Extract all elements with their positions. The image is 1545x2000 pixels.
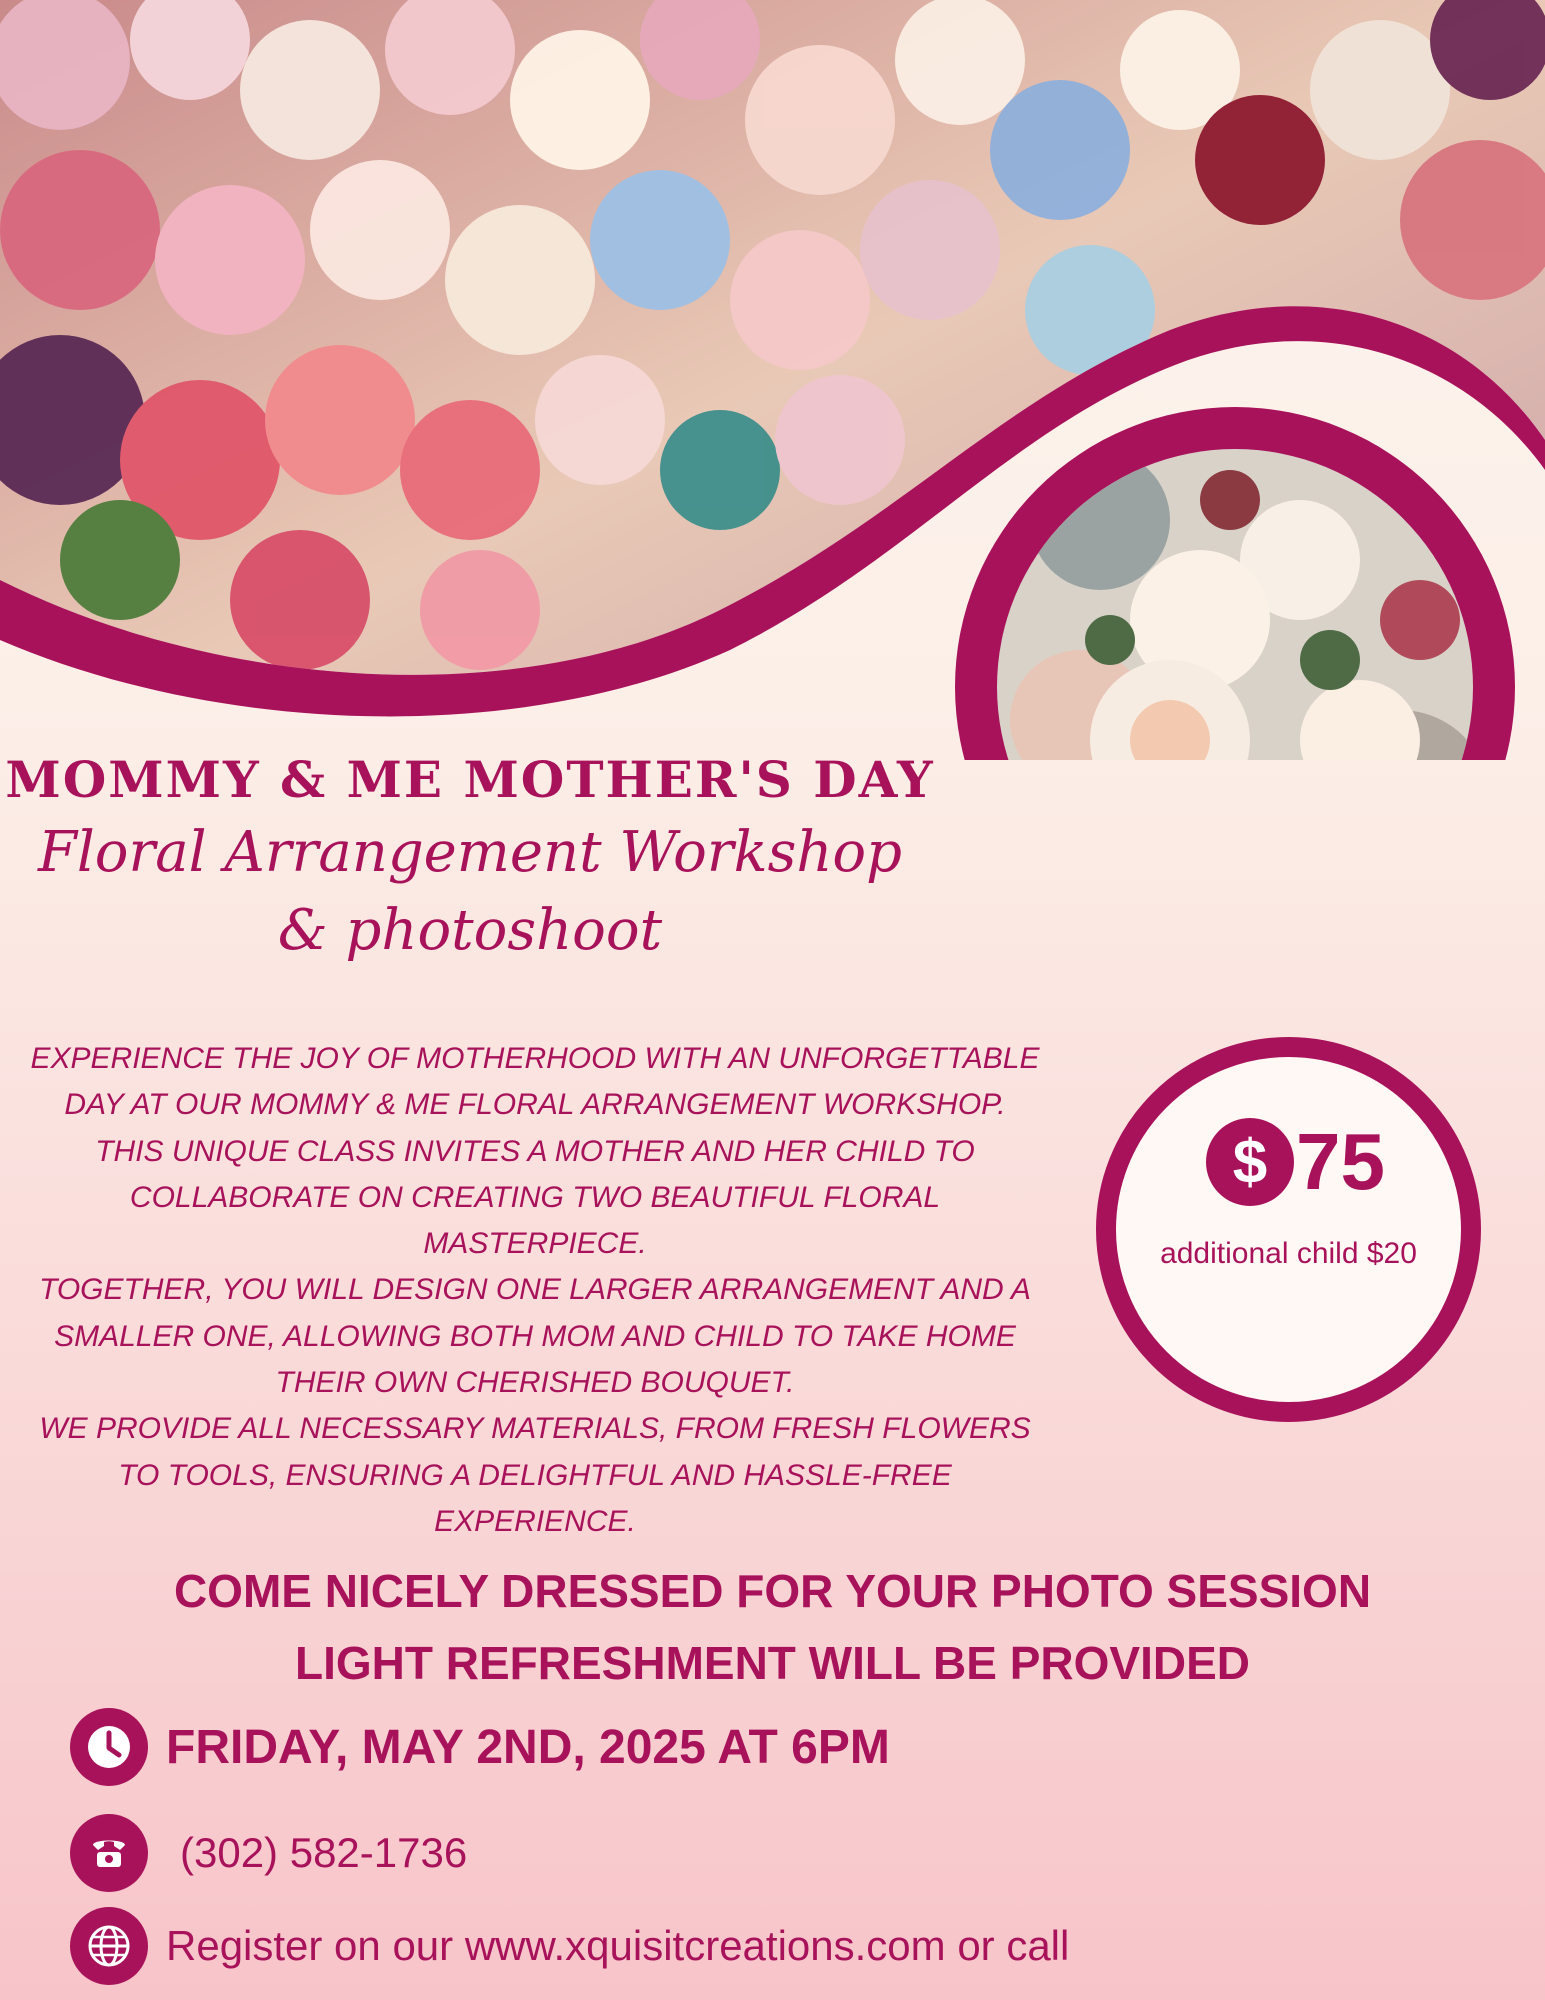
description-paragraph: WE PROVIDE ALL NECESSARY MATERIALS, FROM FRESH FLOWERS TO TOOLS, ENSURING A DELIGHTFUL AND HASSLE-FREE EXPERIENCE. [39, 1412, 1031, 1538]
refreshment-notice: LIGHT REFRESHMENT WILL BE PROVIDED [295, 1637, 1250, 1689]
register-row [70, 1907, 1069, 1985]
event-subtitle-line1: Floral Arrangement Workshop [38, 820, 902, 885]
phone-number-link[interactable]: (302) 582-1736 [180, 1829, 468, 1876]
description-paragraph: EXPERIENCE THE JOY OF MOTHERHOOD WITH AN UNFORGETTABLE DAY AT OUR MOMMY & ME FLORAL ARRANGEMENT WORKSHOP. THIS UNIQUE CLASS INVITES A MOTHER AND HER CHILD TO COLLABORATE ON CREATING TWO BEAUTIFUL FLORAL MASTERPIECE. [30, 1042, 1040, 1261]
hero-banner [0, 0, 1545, 760]
event-notices [0, 1555, 1545, 1699]
date-row [70, 1708, 890, 1786]
flower-market-photo [0, 0, 1545, 760]
event-subtitle-line2: & photoshoot [277, 898, 663, 963]
description-paragraph: TOGETHER, YOU WILL DESIGN ONE LARGER ARRANGEMENT AND A SMALLER ONE, ALLOWING BOTH MOM AND CHILD TO TAKE HOME THEIR OWN CHERISHED BOUQUET. [39, 1273, 1031, 1400]
event-description [30, 1036, 1040, 1545]
additional-child-price: additional child $20 [1160, 1237, 1417, 1270]
title-block [0, 750, 940, 966]
price-row [1206, 1117, 1385, 1207]
dress-notice: COME NICELY DRESSED FOR YOUR PHOTO SESSION [173, 1565, 1372, 1617]
globe-icon [70, 1907, 148, 1985]
dollar-icon: $ [1206, 1118, 1294, 1206]
phone-icon [70, 1814, 148, 1892]
price-amount: 75 [1296, 1117, 1385, 1206]
event-title: MOMMY & ME MOTHER'S DAY [5, 750, 935, 809]
event-date: FRIDAY, MAY 2ND, 2025 AT 6PM [166, 1720, 890, 1774]
price-badge [1096, 1037, 1481, 1422]
clock-icon [70, 1708, 148, 1786]
phone-row [70, 1814, 467, 1892]
register-link[interactable]: Register on our www.xquisitcreations.com or call [166, 1922, 1070, 1969]
